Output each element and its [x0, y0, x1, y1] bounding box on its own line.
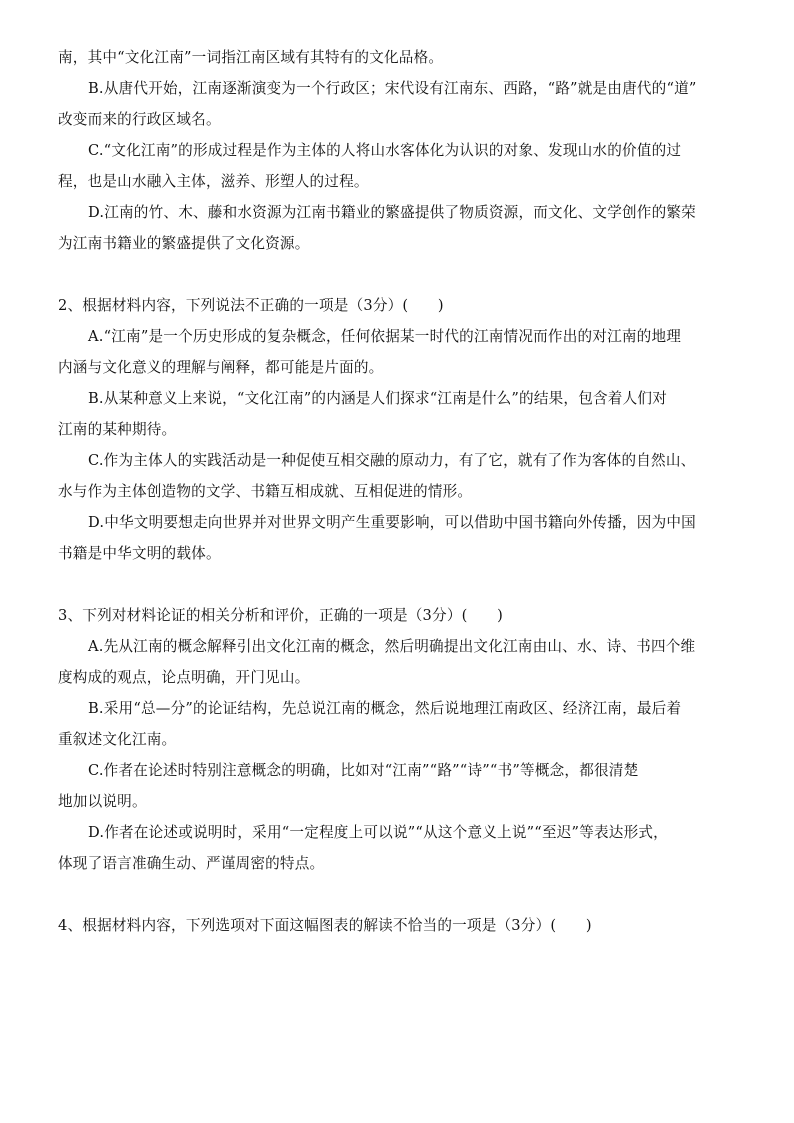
q3-option-c-line1: C.作者在论述时特别注意概念的明确，比如对“江南”“路”“诗”“书”等概念，都很清楚 — [88, 762, 639, 779]
spacer — [58, 879, 742, 910]
question-2-stem: 2、根据材料内容，下列说法不正确的一项是（3分）( ) — [58, 297, 444, 314]
spacer — [58, 569, 742, 600]
intro-option-b-line1: B.从唐代开始，江南逐渐演变为一个行政区；宋代设有江南东、西路，“路”就是由唐代的“道” — [88, 80, 697, 97]
q2-option-b-line2: 江南的某种期待。 — [58, 421, 177, 438]
q2-option-a-line1: A.“江南”是一个历史形成的复杂概念，任何依据某一时代的江南情况而作出的对江南的地理 — [88, 328, 682, 345]
q3-option-d-line2: 体现了语言准确生动、严谨周密的特点。 — [58, 855, 325, 872]
q2-option-a-line2: 内涵与文化意义的理解与阐释，都可能是片面的。 — [58, 359, 384, 376]
q3-option-a-line2: 度构成的观点，论点明确，开门见山。 — [58, 669, 310, 686]
exam-page — [58, 42, 742, 941]
intro-option-c-line2: 程，也是山水融入主体，滋养、形塑人的过程。 — [58, 173, 369, 190]
q2-option-d-line2: 书籍是中华文明的载体。 — [58, 545, 221, 562]
spacer — [58, 259, 742, 290]
intro-continuation: 南，其中“文化江南”一词指江南区域有其特有的文化品格。 — [58, 49, 444, 66]
q3-option-b-line2: 重叙述文化江南。 — [58, 731, 177, 748]
q2-option-c-line1: C.作为主体人的实践活动是一种促使互相交融的原动力，有了它，就有了作为客体的自然山、 — [88, 452, 696, 469]
question-3-stem: 3、下列对材料论证的相关分析和评价，正确的一项是（3分）( ) — [58, 607, 503, 624]
q2-option-c-line2: 水与作为主体创造物的文学、书籍互相成就、互相促进的情形。 — [58, 483, 473, 500]
intro-option-b-line2: 改变而来的行政区域名。 — [58, 111, 221, 128]
q3-option-b-line1: B.采用“总—分”的论证结构，先总说江南的概念，然后说地理江南政区、经济江南，最后着 — [88, 700, 682, 717]
q3-option-d-line1: D.作者在论述或说明时，采用“一定程度上可以说”“从这个意义上说”“至迟”等表达形式， — [88, 824, 668, 841]
question-4-stem: 4、根据材料内容，下列选项对下面这幅图表的解读不恰当的一项是（3分）( ) — [58, 917, 592, 934]
intro-option-d-line2: 为江南书籍业的繁盛提供了文化资源。 — [58, 235, 310, 252]
intro-option-c-line1: C.“文化江南”的形成过程是作为主体的人将山水客体化为认识的对象、发现山水的价值的过 — [88, 142, 682, 159]
q3-option-c-line2: 地加以说明。 — [58, 793, 147, 810]
q3-option-a-line1: A.先从江南的概念解释引出文化江南的概念，然后明确提出文化江南由山、水、诗、书四个维 — [88, 638, 696, 655]
q2-option-b-line1: B.从某种意义上来说，“文化江南”的内涵是人们探求“江南是什么”的结果，包含着人们对 — [88, 390, 667, 407]
q2-option-d-line1: D.中华文明要想走向世界并对世界文明产生重要影响，可以借助中国书籍向外传播，因为中国 — [88, 514, 696, 531]
intro-option-d-line1: D.江南的竹、木、藤和水资源为江南书籍业的繁盛提供了物质资源，而文化、文学创作的繁荣 — [88, 204, 696, 221]
